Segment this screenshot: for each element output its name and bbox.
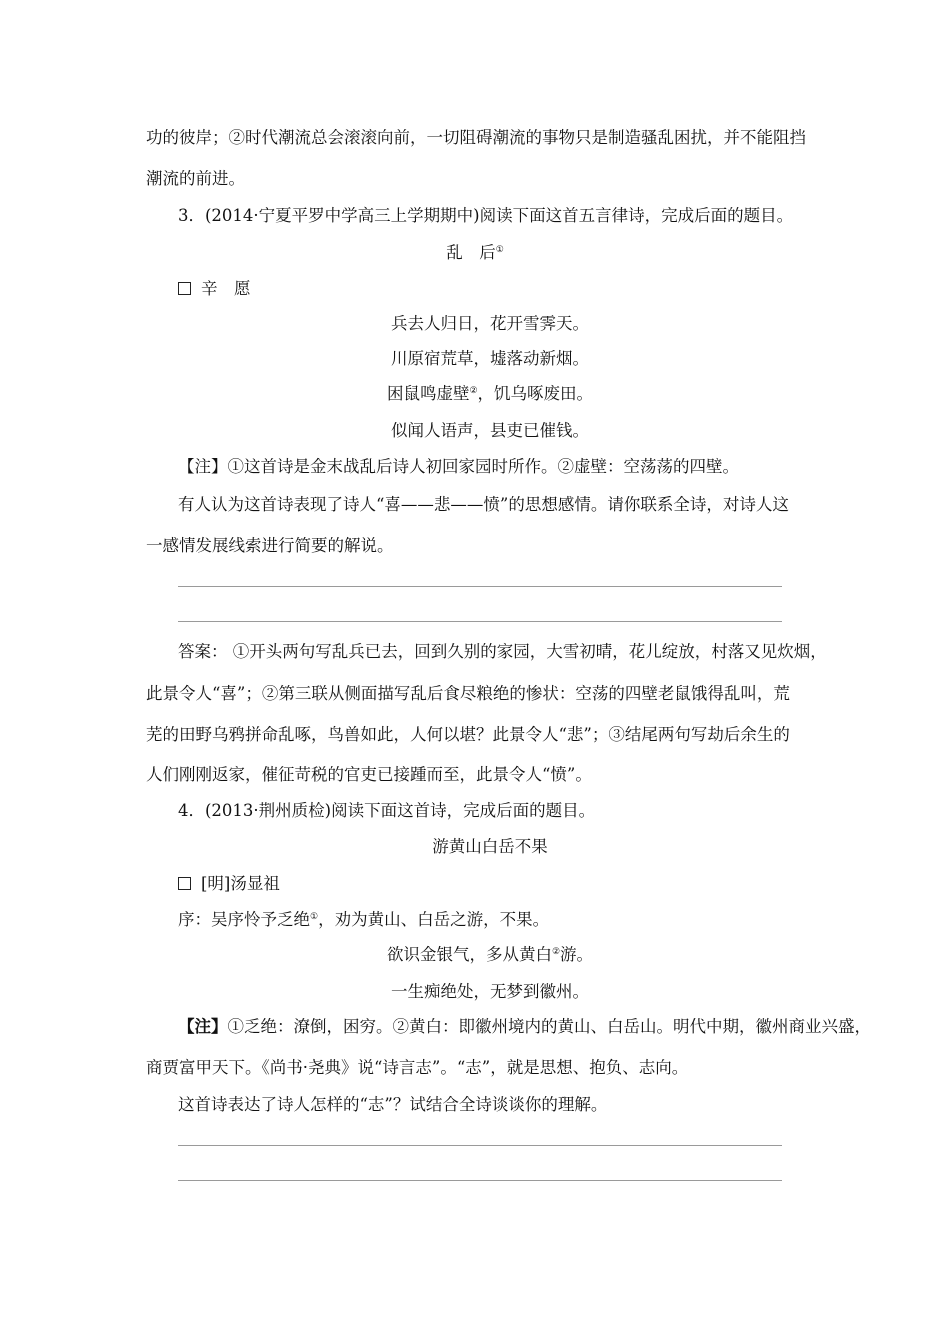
question-text: 有人认为这首诗表现了诗人“喜——悲——愤”的思想感情。请你联系全诗，对诗人这	[178, 495, 789, 514]
answer-text: 人们刚刚返家，催征苛税的官吏已接踵而至，此景令人“愤”。	[146, 765, 592, 784]
body-text-line: 功的彼岸；②时代潮流总会滚滚向前，一切阻碍潮流的事物只是制造骚乱困扰，并不能阻挡	[146, 128, 806, 147]
poem-author: [明]汤显祖	[178, 873, 280, 895]
answer-blank-line[interactable]	[178, 586, 782, 587]
question-3-header: 3．(2014·宁夏平罗中学高三上学期期中)阅读下面这首五言律诗，完成后面的题目。	[178, 206, 794, 225]
poem-line: 一生痴绝处，无梦到徽州。	[391, 982, 589, 1001]
question-text: 一感情发展线索进行简要的解说。	[146, 536, 394, 555]
question-4-header: 4．(2013·荆州质检)阅读下面这首诗，完成后面的题目。	[178, 801, 596, 820]
poem-title: 乱 后①	[446, 243, 504, 262]
poem-line: 川原宿荒草，墟落动新烟。	[391, 349, 589, 368]
poem-preface: 序：吴序怜予乏绝①，劝为黄山、白岳之游，不果。	[178, 910, 550, 929]
question-text: 这首诗表达了诗人怎样的“志”？试结合全诗谈谈你的理解。	[178, 1095, 608, 1114]
poem-title: 游黄山白岳不果	[432, 837, 548, 856]
body-text-line: 潮流的前进。	[146, 169, 245, 188]
answer-text: 此景令人“喜”；②第三联从侧面描写乱后食尽粮绝的惨状：空荡的四壁老鼠饿得乱叫，荒	[146, 684, 790, 703]
poem-note: 【注】①这首诗是金末战乱后诗人初回家园时所作。②虚壁：空荡荡的四壁。	[178, 457, 739, 476]
footnote-mark: ①	[310, 912, 319, 922]
checkbox-square-icon	[178, 877, 191, 890]
answer-text: 答案： ①开头两句写乱兵已去，回到久别的家园，大雪初晴，花儿绽放，村落又见炊烟，	[178, 642, 827, 661]
poem-note: 商贾富甲天下。《尚书·尧典》说“诗言志”。“志”，就是思想、抱负、志向。	[146, 1058, 689, 1077]
poem-line: 欲识金银气，多从黄白②游。	[386, 945, 594, 964]
answer-text: 芜的田野乌鸦拼命乱啄，鸟兽如此，人何以堪？此景令人“悲”；③结尾两句写劫后余生的	[146, 725, 790, 744]
checkbox-square-icon	[178, 282, 191, 295]
footnote-mark: ①	[495, 245, 504, 255]
answer-blank-line[interactable]	[178, 621, 782, 622]
poem-author: 辛 愿	[178, 278, 251, 300]
footnote-mark: ②	[469, 386, 478, 396]
poem-note: 【注】①乏绝：潦倒，困穷。②黄白：即徽州境内的黄山、白岳山。明代中期，徽州商业兴盛，	[178, 1017, 871, 1036]
answer-blank-line[interactable]	[178, 1145, 782, 1146]
poem-line: 似闻人语声，县吏已催钱。	[391, 421, 589, 440]
footnote-mark: ②	[551, 947, 561, 957]
poem-line: 兵去人归日，花开雪霁天。	[391, 314, 589, 333]
answer-blank-line[interactable]	[178, 1180, 782, 1181]
poem-line: 困鼠鸣虚壁②，饥乌啄废田。	[386, 384, 594, 403]
